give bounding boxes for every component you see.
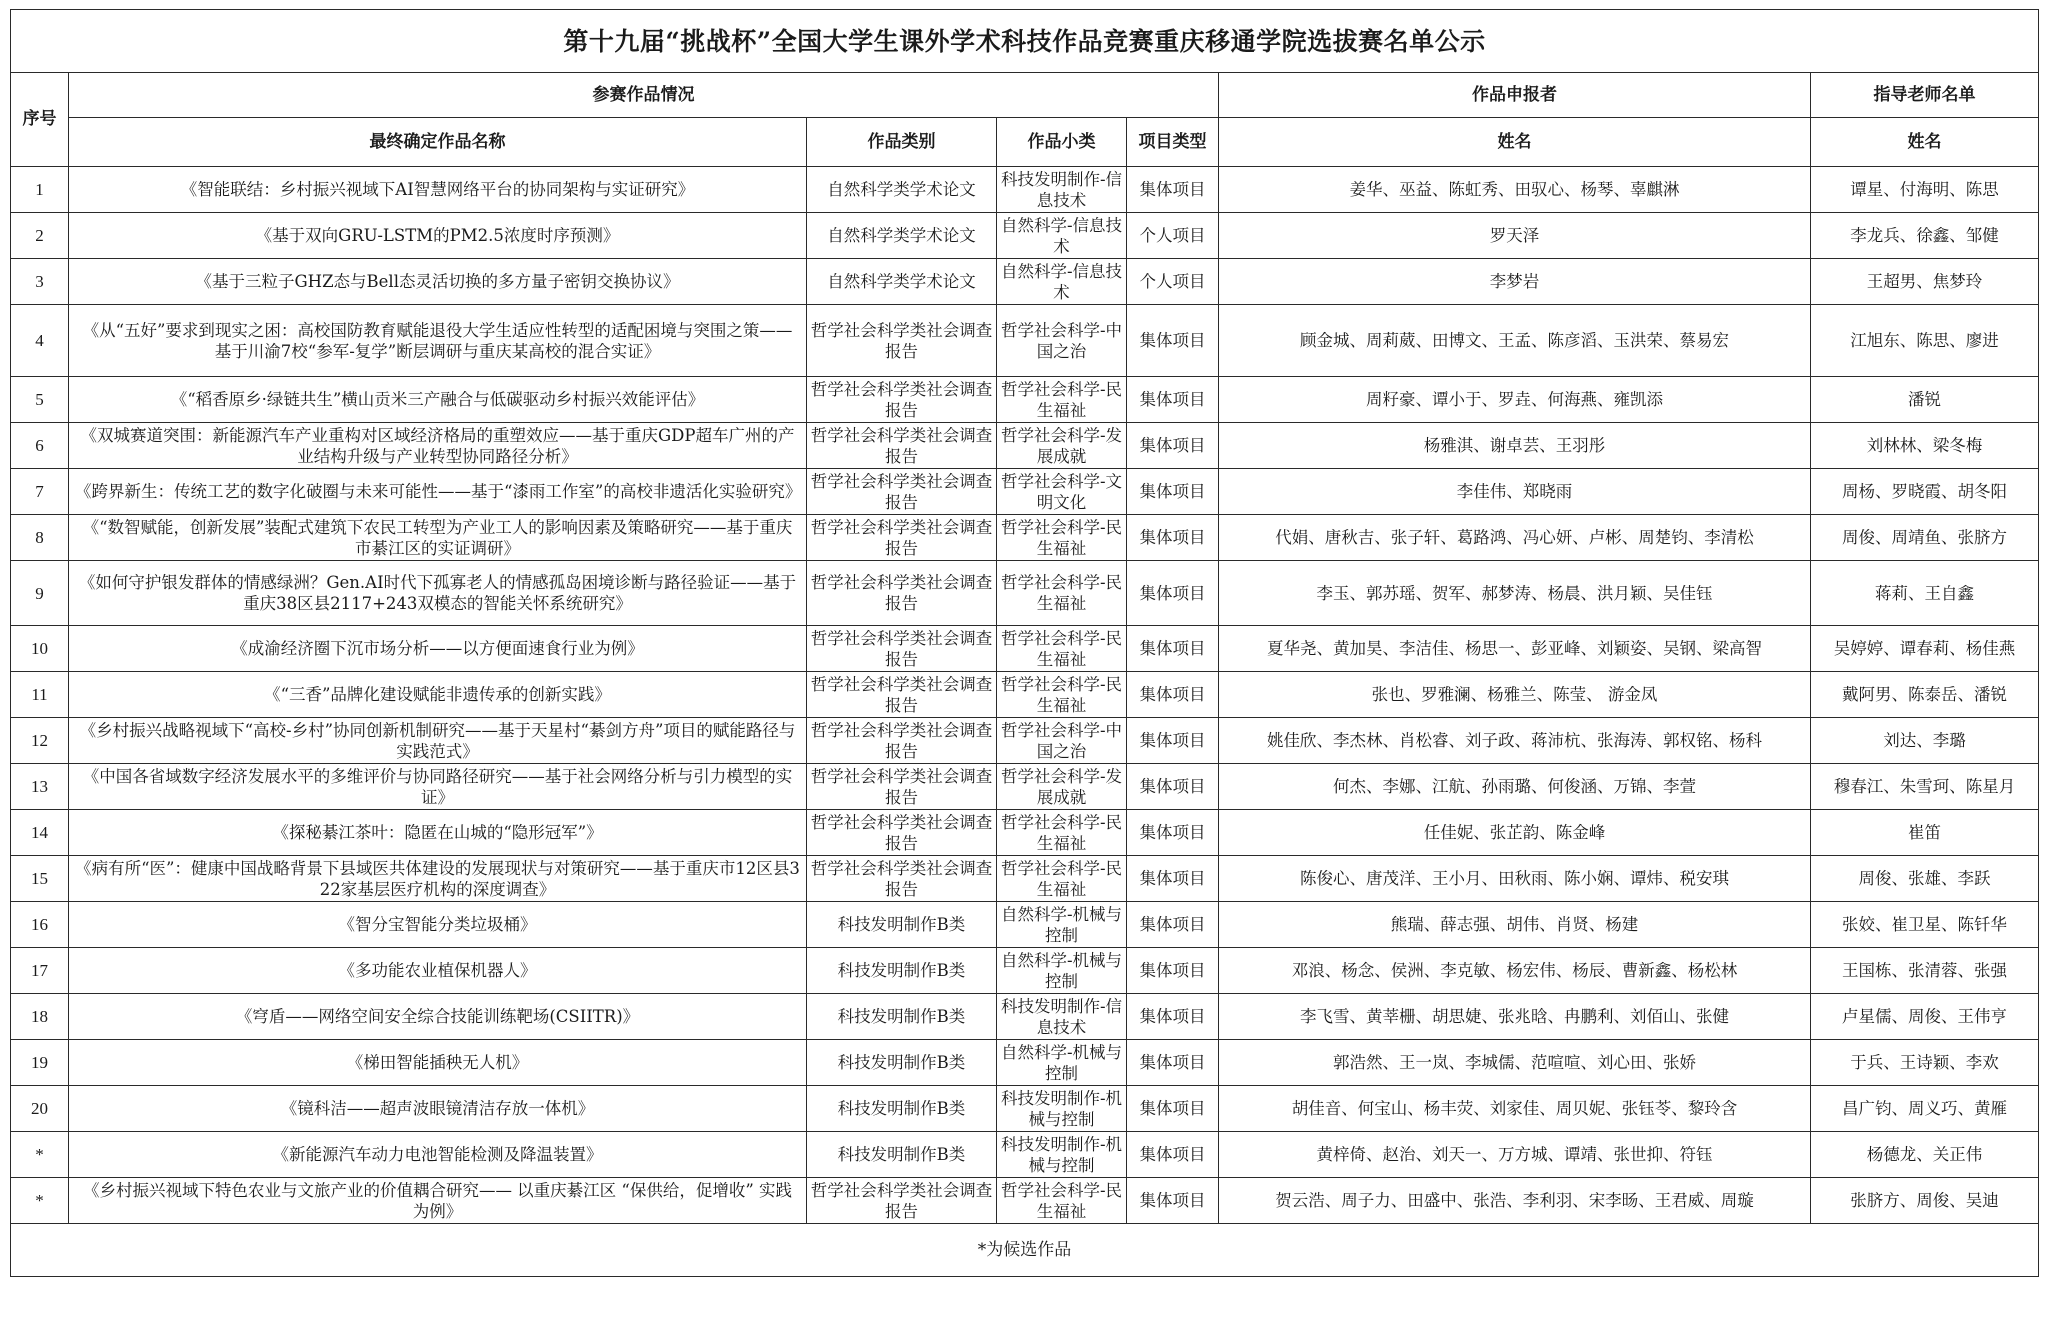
- row-category: 科技发明制作B类: [807, 1132, 997, 1178]
- row-subcategory: 哲学社会科学-中国之治: [997, 305, 1127, 377]
- row-work-name: 《多功能农业植保机器人》: [69, 948, 807, 994]
- candidate-list-table: [10, 9, 2039, 1277]
- row-applicants: 夏华尧、黄加昊、李洁佳、杨思一、彭亚峰、刘颖姿、吴钢、梁高智: [1219, 626, 1811, 672]
- row-seq: 16: [11, 902, 69, 948]
- row-seq: 19: [11, 1040, 69, 1086]
- row-applicants: 陈俊心、唐茂洋、王小月、田秋雨、陈小娴、谭炜、税安琪: [1219, 856, 1811, 902]
- header-seq: 序号: [11, 73, 69, 167]
- table-row: [11, 1132, 2039, 1178]
- row-subcategory: 哲学社会科学-民生福祉: [997, 561, 1127, 626]
- row-seq: 18: [11, 994, 69, 1040]
- table-row: [11, 626, 2039, 672]
- table-row: [11, 718, 2039, 764]
- row-project-type: 集体项目: [1127, 469, 1219, 515]
- header-category: 作品类别: [807, 118, 997, 167]
- row-project-type: 集体项目: [1127, 626, 1219, 672]
- row-seq: *: [11, 1132, 69, 1178]
- row-work-name: 《成渝经济圈下沉市场分析——以方便面速食行业为例》: [69, 626, 807, 672]
- row-seq: 17: [11, 948, 69, 994]
- row-work-name: 《跨界新生：传统工艺的数字化破圈与未来可能性——基于“漆雨工作室”的高校非遗活化实验研究》: [69, 469, 807, 515]
- row-seq: 14: [11, 810, 69, 856]
- row-advisors: 江旭东、陈思、廖进: [1811, 305, 2039, 377]
- row-project-type: 集体项目: [1127, 856, 1219, 902]
- row-work-name: 《镜科洁——超声波眼镜清洁存放一体机》: [69, 1086, 807, 1132]
- row-advisors: 周俊、周靖鱼、张脐方: [1811, 515, 2039, 561]
- row-applicants: 李飞雪、黄莘栅、胡思婕、张兆晗、冉鹏利、刘佰山、张健: [1219, 994, 1811, 1040]
- table-row: [11, 213, 2039, 259]
- table-row: [11, 469, 2039, 515]
- table-row: [11, 856, 2039, 902]
- row-applicants: 李玉、郭苏瑶、贺军、郝梦涛、杨晨、洪月颖、吴佳钰: [1219, 561, 1811, 626]
- row-applicants: 姜华、巫益、陈虹秀、田驭心、杨琴、辜麒淋: [1219, 167, 1811, 213]
- row-advisors: 崔笛: [1811, 810, 2039, 856]
- table-row: [11, 305, 2039, 377]
- row-applicants: 李佳伟、郑晓雨: [1219, 469, 1811, 515]
- row-category: 哲学社会科学类社会调查报告: [807, 377, 997, 423]
- row-project-type: 集体项目: [1127, 994, 1219, 1040]
- row-subcategory: 自然科学-机械与控制: [997, 902, 1127, 948]
- row-project-type: 集体项目: [1127, 305, 1219, 377]
- row-advisors: 戴阿男、陈泰岳、潘锐: [1811, 672, 2039, 718]
- row-seq: 11: [11, 672, 69, 718]
- row-seq: 13: [11, 764, 69, 810]
- row-advisors: 蒋莉、王自鑫: [1811, 561, 2039, 626]
- row-advisors: 于兵、王诗颖、李欢: [1811, 1040, 2039, 1086]
- row-seq: 20: [11, 1086, 69, 1132]
- table-row: [11, 515, 2039, 561]
- row-work-name: 《基于双向GRU-LSTM的PM2.5浓度时序预测》: [69, 213, 807, 259]
- row-work-name: 《穹盾——网络空间安全综合技能训练靶场(CSIITR)》: [69, 994, 807, 1040]
- table-row: [11, 948, 2039, 994]
- row-subcategory: 哲学社会科学-民生福祉: [997, 856, 1127, 902]
- row-work-name: 《“数智赋能，创新发展”装配式建筑下农民工转型为产业工人的影响因素及策略研究——基于重庆市綦江区的实证调研》: [69, 515, 807, 561]
- row-advisors: 王国栋、张清蓉、张强: [1811, 948, 2039, 994]
- row-category: 科技发明制作B类: [807, 902, 997, 948]
- header-works-group: 参赛作品情况: [69, 73, 1219, 118]
- row-seq: 10: [11, 626, 69, 672]
- row-category: 哲学社会科学类社会调查报告: [807, 718, 997, 764]
- row-advisors: 张姣、崔卫星、陈钎华: [1811, 902, 2039, 948]
- row-advisors: 吴婷婷、谭春莉、杨佳燕: [1811, 626, 2039, 672]
- row-applicants: 贺云浩、周子力、田盛中、张浩、李利羽、宋李旸、王君威、周璇: [1219, 1178, 1811, 1224]
- row-advisors: 卢星儒、周俊、王伟亨: [1811, 994, 2039, 1040]
- row-project-type: 集体项目: [1127, 948, 1219, 994]
- table-row: [11, 1178, 2039, 1224]
- row-advisors: 杨德龙、关正伟: [1811, 1132, 2039, 1178]
- row-seq: 7: [11, 469, 69, 515]
- table-row: [11, 902, 2039, 948]
- row-seq: 12: [11, 718, 69, 764]
- row-seq: 15: [11, 856, 69, 902]
- row-project-type: 集体项目: [1127, 377, 1219, 423]
- row-applicants: 周籽豪、谭小于、罗垚、何海燕、雍凯添: [1219, 377, 1811, 423]
- row-project-type: 集体项目: [1127, 1040, 1219, 1086]
- header-row-group: [11, 73, 2039, 118]
- row-applicants: 胡佳音、何宝山、杨丰荧、刘家佳、周贝妮、张钰苓、黎玲含: [1219, 1086, 1811, 1132]
- table-body: [11, 167, 2039, 1224]
- row-applicants: 张也、罗雅澜、杨雅兰、陈莹、 游金凤: [1219, 672, 1811, 718]
- row-category: 哲学社会科学类社会调查报告: [807, 305, 997, 377]
- table-row: [11, 764, 2039, 810]
- row-advisors: 谭星、付海明、陈思: [1811, 167, 2039, 213]
- row-advisors: 刘林林、梁冬梅: [1811, 423, 2039, 469]
- row-seq: 5: [11, 377, 69, 423]
- row-subcategory: 科技发明制作-机械与控制: [997, 1086, 1127, 1132]
- row-work-name: 《中国各省域数字经济发展水平的多维评价与协同路径研究——基于社会网络分析与引力模型的实证》: [69, 764, 807, 810]
- table-row: [11, 1040, 2039, 1086]
- row-project-type: 集体项目: [1127, 764, 1219, 810]
- table-row: [11, 810, 2039, 856]
- row-project-type: 集体项目: [1127, 902, 1219, 948]
- page-title: 第十九届“挑战杯”全国大学生课外学术科技作品竞赛重庆移通学院选拔赛名单公示: [11, 10, 2039, 73]
- row-seq: 8: [11, 515, 69, 561]
- row-project-type: 集体项目: [1127, 672, 1219, 718]
- row-applicants: 代娟、唐秋吉、张子轩、葛路鸿、冯心妍、卢彬、周楚钧、李清松: [1219, 515, 1811, 561]
- row-advisors: 周俊、张雄、李跃: [1811, 856, 2039, 902]
- header-applicant-group: 作品申报者: [1219, 73, 1811, 118]
- table-row: [11, 167, 2039, 213]
- row-seq: 9: [11, 561, 69, 626]
- row-advisors: 昌广钧、周义巧、黄雁: [1811, 1086, 2039, 1132]
- row-applicants: 邓浪、杨念、侯洲、李克敏、杨宏伟、杨辰、曹新鑫、杨松林: [1219, 948, 1811, 994]
- row-seq: 2: [11, 213, 69, 259]
- header-subcategory: 作品小类: [997, 118, 1127, 167]
- row-work-name: 《如何守护银发群体的情感绿洲？Gen.AI时代下孤寡老人的情感孤岛困境诊断与路径验证——基于重庆38区县2117+243双模态的智能关怀系统研究》: [69, 561, 807, 626]
- row-project-type: 集体项目: [1127, 810, 1219, 856]
- row-advisors: 李龙兵、徐鑫、邹健: [1811, 213, 2039, 259]
- row-subcategory: 哲学社会科学-民生福祉: [997, 626, 1127, 672]
- row-advisors: 周杨、罗晓霞、胡冬阳: [1811, 469, 2039, 515]
- row-work-name: 《乡村振兴战略视域下“高校-乡村”协同创新机制研究——基于天星村“綦剑方舟”项目的赋能路径与实践范式》: [69, 718, 807, 764]
- table-row: [11, 423, 2039, 469]
- header-advisor-group: 指导老师名单: [1811, 73, 2039, 118]
- row-project-type: 集体项目: [1127, 1178, 1219, 1224]
- row-category: 自然科学类学术论文: [807, 167, 997, 213]
- row-category: 哲学社会科学类社会调查报告: [807, 469, 997, 515]
- footer-row: [11, 1224, 2039, 1277]
- table-row: [11, 561, 2039, 626]
- row-work-name: 《“三香”品牌化建设赋能非遗传承的创新实践》: [69, 672, 807, 718]
- row-category: 科技发明制作B类: [807, 948, 997, 994]
- header-work-name: 最终确定作品名称: [69, 118, 807, 167]
- row-category: 哲学社会科学类社会调查报告: [807, 856, 997, 902]
- row-work-name: 《智能联结：乡村振兴视域下AI智慧网络平台的协同架构与实证研究》: [69, 167, 807, 213]
- row-seq: *: [11, 1178, 69, 1224]
- row-seq: 1: [11, 167, 69, 213]
- row-category: 哲学社会科学类社会调查报告: [807, 515, 997, 561]
- row-subcategory: 哲学社会科学-民生福祉: [997, 377, 1127, 423]
- row-project-type: 集体项目: [1127, 718, 1219, 764]
- row-advisors: 潘锐: [1811, 377, 2039, 423]
- row-subcategory: 自然科学-信息技术: [997, 259, 1127, 305]
- header-project-type: 项目类型: [1127, 118, 1219, 167]
- table-row: [11, 994, 2039, 1040]
- row-project-type: 个人项目: [1127, 259, 1219, 305]
- row-category: 哲学社会科学类社会调查报告: [807, 626, 997, 672]
- row-category: 哲学社会科学类社会调查报告: [807, 423, 997, 469]
- row-category: 自然科学类学术论文: [807, 259, 997, 305]
- row-subcategory: 哲学社会科学-文明文化: [997, 469, 1127, 515]
- row-advisors: 张脐方、周俊、吴迪: [1811, 1178, 2039, 1224]
- row-category: 哲学社会科学类社会调查报告: [807, 810, 997, 856]
- row-applicants: 顾金城、周莉葳、田博文、王孟、陈彦滔、玉洪荣、蔡易宏: [1219, 305, 1811, 377]
- row-subcategory: 哲学社会科学-民生福祉: [997, 1178, 1127, 1224]
- row-subcategory: 哲学社会科学-民生福祉: [997, 515, 1127, 561]
- row-advisors: 刘达、李璐: [1811, 718, 2039, 764]
- row-applicants: 任佳妮、张芷韵、陈金峰: [1219, 810, 1811, 856]
- row-subcategory: 自然科学-信息技术: [997, 213, 1127, 259]
- row-work-name: 《乡村振兴视域下特色农业与文旅产业的价值耦合研究—— 以重庆綦江区 “保供给，促增收” 实践为例》: [69, 1178, 807, 1224]
- row-advisors: 穆春江、朱雪珂、陈星月: [1811, 764, 2039, 810]
- row-work-name: 《智分宝智能分类垃圾桶》: [69, 902, 807, 948]
- table-row: [11, 259, 2039, 305]
- row-seq: 3: [11, 259, 69, 305]
- row-subcategory: 科技发明制作-机械与控制: [997, 1132, 1127, 1178]
- row-applicants: 杨雅淇、谢卓芸、王羽彤: [1219, 423, 1811, 469]
- row-subcategory: 哲学社会科学-中国之治: [997, 718, 1127, 764]
- row-applicants: 黄梓倚、赵治、刘天一、万方城、谭靖、张世抑、符钰: [1219, 1132, 1811, 1178]
- header-row-columns: [11, 118, 2039, 167]
- header-advisor-name: 姓名: [1811, 118, 2039, 167]
- row-applicants: 罗天泽: [1219, 213, 1811, 259]
- row-project-type: 集体项目: [1127, 167, 1219, 213]
- table-row: [11, 377, 2039, 423]
- row-subcategory: 哲学社会科学-发展成就: [997, 423, 1127, 469]
- header-applicant-name: 姓名: [1219, 118, 1811, 167]
- row-category: 哲学社会科学类社会调查报告: [807, 764, 997, 810]
- table-row: [11, 1086, 2039, 1132]
- row-applicants: 姚佳欣、李杰林、肖松睿、刘子政、蒋沛杭、张海涛、郭权铭、杨科: [1219, 718, 1811, 764]
- row-project-type: 集体项目: [1127, 423, 1219, 469]
- row-work-name: 《基于三粒子GHZ态与Bell态灵活切换的多方量子密钥交换协议》: [69, 259, 807, 305]
- row-category: 哲学社会科学类社会调查报告: [807, 561, 997, 626]
- row-project-type: 集体项目: [1127, 1086, 1219, 1132]
- row-category: 科技发明制作B类: [807, 1040, 997, 1086]
- row-subcategory: 哲学社会科学-发展成就: [997, 764, 1127, 810]
- row-applicants: 熊瑞、薛志强、胡伟、肖贤、杨建: [1219, 902, 1811, 948]
- row-category: 科技发明制作B类: [807, 1086, 997, 1132]
- row-subcategory: 自然科学-机械与控制: [997, 948, 1127, 994]
- row-work-name: 《新能源汽车动力电池智能检测及降温装置》: [69, 1132, 807, 1178]
- row-applicants: 何杰、李娜、江航、孙雨璐、何俊涵、万锦、李萱: [1219, 764, 1811, 810]
- row-advisors: 王超男、焦梦玲: [1811, 259, 2039, 305]
- row-subcategory: 哲学社会科学-民生福祉: [997, 810, 1127, 856]
- row-project-type: 个人项目: [1127, 213, 1219, 259]
- row-work-name: 《“稻香原乡·绿链共生”横山贡米三产融合与低碳驱动乡村振兴效能评估》: [69, 377, 807, 423]
- row-applicants: 李梦岩: [1219, 259, 1811, 305]
- row-category: 哲学社会科学类社会调查报告: [807, 1178, 997, 1224]
- row-work-name: 《病有所“医”：健康中国战略背景下县域医共体建设的发展现状与对策研究——基于重庆市12区县322家基层医疗机构的深度调查》: [69, 856, 807, 902]
- footer-note: *为候选作品: [11, 1224, 2039, 1277]
- row-subcategory: 哲学社会科学-民生福祉: [997, 672, 1127, 718]
- row-work-name: 《梯田智能插秧无人机》: [69, 1040, 807, 1086]
- row-category: 自然科学类学术论文: [807, 213, 997, 259]
- row-category: 科技发明制作B类: [807, 994, 997, 1040]
- row-seq: 6: [11, 423, 69, 469]
- row-work-name: 《从“五好”要求到现实之困：高校国防教育赋能退役大学生适应性转型的适配困境与突围之策——基于川渝7校“参军-复学”断层调研与重庆某高校的混合实证》: [69, 305, 807, 377]
- row-subcategory: 自然科学-机械与控制: [997, 1040, 1127, 1086]
- row-subcategory: 科技发明制作-信息技术: [997, 167, 1127, 213]
- row-seq: 4: [11, 305, 69, 377]
- row-project-type: 集体项目: [1127, 515, 1219, 561]
- row-project-type: 集体项目: [1127, 1132, 1219, 1178]
- row-subcategory: 科技发明制作-信息技术: [997, 994, 1127, 1040]
- row-work-name: 《双城赛道突围：新能源汽车产业重构对区域经济格局的重塑效应——基于重庆GDP超车广州的产业结构升级与产业转型协同路径分析》: [69, 423, 807, 469]
- row-applicants: 郭浩然、王一岚、李城儒、范喧喧、刘心田、张娇: [1219, 1040, 1811, 1086]
- title-row: [11, 10, 2039, 73]
- row-work-name: 《探秘綦江茶叶：隐匿在山城的“隐形冠军”》: [69, 810, 807, 856]
- row-category: 哲学社会科学类社会调查报告: [807, 672, 997, 718]
- table-row: [11, 672, 2039, 718]
- row-project-type: 集体项目: [1127, 561, 1219, 626]
